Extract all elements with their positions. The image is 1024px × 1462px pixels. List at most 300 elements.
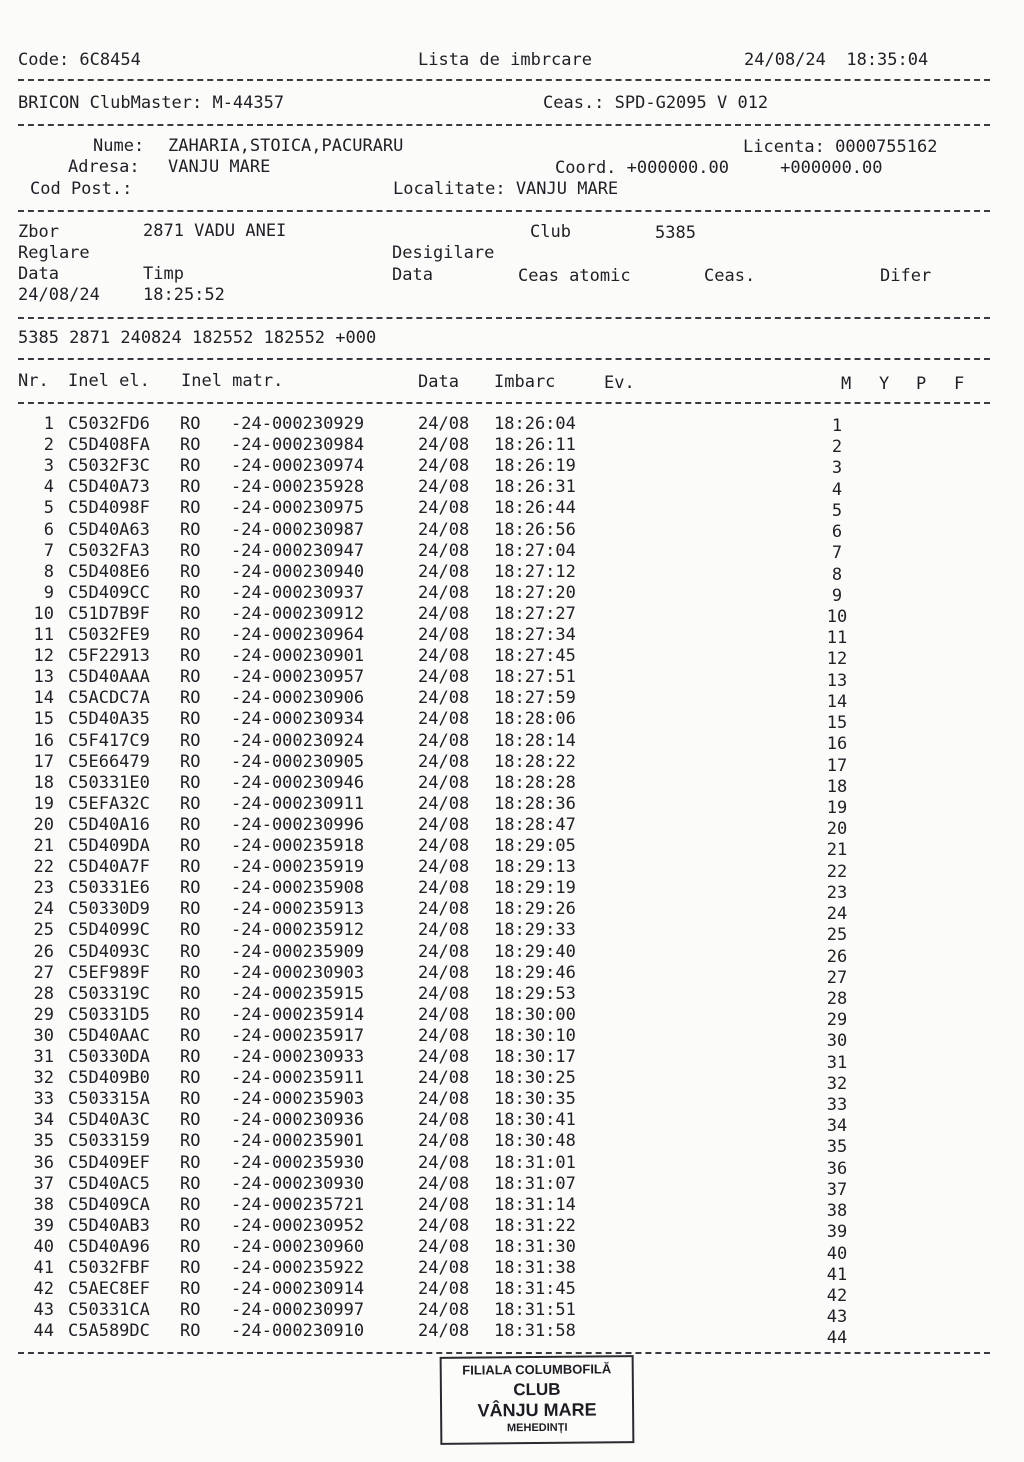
electronic-ring: C5D40AC5 [68, 1173, 150, 1194]
owner-name: ZAHARIA,STOICA,PACURARU [168, 136, 404, 156]
row-number: 18 [33, 772, 54, 793]
row-number: 40 [33, 1236, 54, 1257]
table-row [0, 498, 1024, 519]
basketing-time: 18:26:19 [494, 456, 576, 477]
registration-ring: -24-000230903 [231, 962, 365, 983]
table-row [0, 1025, 1024, 1052]
electronic-ring: C5032F3C [68, 456, 150, 477]
basketing-time: 18:30:10 [494, 1025, 576, 1046]
country-code: RO [180, 1131, 201, 1152]
basketing-time: 18:28:06 [494, 709, 576, 730]
basketing-date: 24/08 [418, 857, 470, 878]
row-number: 39 [33, 1215, 54, 1236]
stamp-line-2: CLUB [513, 1379, 561, 1400]
basketing-time: 18:27:20 [494, 582, 576, 603]
basketing-time: 18:27:04 [494, 540, 576, 561]
m-position: 36 [826, 1158, 848, 1179]
country-code: RO [180, 1110, 201, 1131]
country-code: RO [180, 540, 201, 561]
country-code: RO [180, 983, 201, 1004]
basketing-time: 18:29:33 [494, 920, 576, 941]
country-code: RO [180, 688, 201, 709]
row-number: 3 [43, 456, 54, 477]
registration-ring: -24-000235930 [231, 1152, 365, 1173]
document-code: Code: 6C8454 [18, 50, 141, 70]
registration-ring: -24-000235919 [231, 857, 365, 878]
flight-summary-line: 5385 2871 240824 182552 182552 +000 [18, 328, 377, 348]
col-registration-ring: Inel matr. [181, 371, 284, 391]
unseal-label: Desigilare [392, 243, 495, 263]
row-number: 12 [33, 646, 54, 667]
basketing-date: 24/08 [418, 709, 470, 730]
m-position: 32 [826, 1073, 848, 1094]
basketing-time: 18:26:11 [494, 435, 576, 456]
m-position: 3 [831, 458, 843, 479]
registration-ring: -24-000235908 [231, 878, 365, 899]
basketing-date: 24/08 [418, 625, 470, 645]
electronic-ring: C50330D9 [68, 899, 150, 920]
electronic-ring: C5D408E6 [68, 561, 150, 582]
country-code: RO [180, 1068, 201, 1089]
country-code: RO [180, 646, 201, 667]
flight-name: 2871 VADU ANEI [143, 221, 287, 241]
divider [18, 210, 990, 212]
row-number: 36 [33, 1152, 54, 1173]
table-row [0, 604, 1024, 625]
divider [18, 317, 990, 319]
table-row [0, 730, 1024, 755]
m-position: 44 [826, 1328, 848, 1349]
row-number: 37 [33, 1173, 54, 1194]
registration-ring: -24-000230936 [231, 1110, 365, 1131]
m-position: 18 [826, 776, 848, 797]
country-code: RO [180, 920, 201, 941]
country-code: RO [180, 709, 201, 730]
country-code: RO [180, 772, 201, 793]
electronic-ring: C5F22913 [68, 646, 150, 667]
m-position: 11 [826, 628, 848, 649]
row-number: 10 [33, 603, 54, 624]
country-code: RO [180, 477, 201, 498]
country-code: RO [180, 1025, 201, 1046]
table-row [0, 899, 1024, 925]
country-code: RO [180, 603, 201, 624]
country-code: RO [180, 1173, 201, 1194]
country-code: RO [180, 962, 201, 983]
table-row [0, 1047, 1024, 1073]
m-position: 4 [831, 479, 843, 500]
registration-ring: -24-000235917 [231, 1025, 365, 1046]
country-code: RO [180, 1236, 201, 1257]
m-position: 16 [826, 734, 848, 755]
registration-ring: -24-000230901 [231, 646, 365, 667]
basketing-time: 18:27:45 [494, 646, 576, 667]
basketing-time: 18:26:31 [494, 477, 576, 498]
row-number: 29 [33, 1004, 54, 1025]
m-position: 39 [826, 1222, 848, 1243]
table-row [0, 1131, 1024, 1158]
divider [18, 358, 990, 360]
registration-ring: -24-000230997 [231, 1300, 365, 1321]
basketing-time: 18:31:30 [494, 1236, 576, 1257]
m-position: 7 [831, 543, 843, 564]
row-number: 31 [33, 1047, 54, 1067]
m-position: 22 [826, 861, 848, 882]
table-row [0, 646, 1024, 670]
basketing-date: 24/08 [418, 498, 470, 519]
registration-ring: -24-000230940 [231, 561, 365, 582]
table-row [0, 414, 1024, 435]
electronic-ring: C5EFA32C [68, 793, 150, 814]
electronic-ring: C50331CA [68, 1300, 150, 1321]
registration-ring: -24-000230937 [231, 582, 365, 603]
basketing-time: 18:29:13 [494, 857, 576, 878]
setting-label: Reglare [18, 243, 90, 263]
registration-ring: -24-000230996 [231, 814, 365, 835]
locality: Localitate: VANJU MARE [393, 179, 619, 199]
registration-ring: -24-000230984 [231, 435, 365, 456]
country-code: RO [180, 1258, 201, 1278]
basketing-time: 18:27:59 [494, 688, 576, 709]
basketing-date: 24/08 [418, 751, 470, 772]
m-position: 9 [831, 585, 843, 606]
registration-ring: -24-000230957 [231, 667, 365, 688]
row-number: 25 [33, 920, 54, 941]
electronic-ring: C50330DA [68, 1047, 150, 1067]
country-code: RO [180, 836, 201, 856]
table-row [0, 583, 1024, 604]
atomic-clock-label: Ceas atomic [518, 266, 631, 286]
row-number: 42 [33, 1279, 54, 1300]
country-code: RO [180, 730, 201, 751]
divider [18, 79, 990, 81]
basketing-time: 18:31:07 [494, 1173, 576, 1194]
table-row [0, 625, 1024, 649]
basketing-time: 18:30:25 [494, 1068, 576, 1089]
basketing-time: 18:28:28 [494, 772, 576, 793]
country-code: RO [180, 1004, 201, 1025]
clubmaster-id: BRICON ClubMaster: M-44357 [18, 93, 285, 113]
electronic-ring: C5D40A63 [68, 519, 150, 540]
basketing-time: 18:28:36 [494, 793, 576, 814]
country-code: RO [180, 498, 201, 519]
country-code: RO [180, 899, 201, 920]
basketing-time: 18:30:17 [494, 1047, 576, 1067]
table-row [0, 793, 1024, 818]
m-position: 23 [826, 882, 848, 903]
basketing-date: 24/08 [418, 1173, 470, 1194]
basketing-time: 18:30:00 [494, 1004, 576, 1025]
table-row [0, 1236, 1024, 1264]
basketing-date: 24/08 [418, 920, 470, 941]
table-row [0, 920, 1024, 946]
table-row [0, 435, 1024, 456]
registration-ring: -24-000235912 [231, 920, 365, 941]
basketing-date: 24/08 [418, 1089, 470, 1110]
registration-ring: -24-000235913 [231, 899, 365, 920]
country-code: RO [180, 793, 201, 814]
basketing-date: 24/08 [418, 1068, 470, 1089]
registration-ring: -24-000230934 [231, 709, 365, 730]
registration-ring: -24-000230914 [231, 1279, 365, 1300]
basketing-date: 24/08 [418, 730, 470, 751]
row-number: 38 [33, 1194, 54, 1215]
basketing-time: 18:26:56 [494, 519, 576, 540]
row-number: 28 [33, 983, 54, 1004]
registration-ring: -24-000230974 [231, 456, 365, 477]
basketing-date: 24/08 [418, 962, 470, 983]
row-number: 22 [33, 857, 54, 878]
electronic-ring: C5D40AAA [68, 667, 150, 688]
basketing-time: 18:28:47 [494, 814, 576, 835]
clock-id: Ceas.: SPD-G2095 V 012 [543, 93, 769, 113]
stamp-line-4: MEHEDINȚI [506, 1421, 568, 1435]
basketing-date: 24/08 [418, 667, 470, 688]
club-number: 5385 [655, 223, 696, 243]
basketing-date: 24/08 [418, 1194, 470, 1215]
basketing-time: 18:31:22 [494, 1215, 576, 1236]
basketing-time: 18:31:45 [494, 1279, 576, 1300]
table-row [0, 477, 1024, 498]
basketing-date: 24/08 [418, 1279, 470, 1300]
basketing-time: 18:26:04 [494, 414, 576, 434]
m-position: 40 [826, 1243, 848, 1264]
electronic-ring: C5032FE9 [68, 625, 150, 645]
row-number: 15 [33, 709, 54, 730]
divider [18, 402, 990, 404]
basketing-date: 24/08 [418, 1215, 470, 1236]
m-position: 30 [826, 1031, 848, 1052]
row-number: 21 [33, 836, 54, 856]
table-row [0, 941, 1024, 967]
difference-label: Difer [880, 266, 932, 286]
table-row [0, 1173, 1024, 1200]
print-datetime: 24/08/24 18:35:04 [744, 50, 929, 70]
basketing-date: 24/08 [418, 1047, 470, 1067]
electronic-ring: C5E66479 [68, 751, 150, 772]
row-number: 17 [33, 751, 54, 772]
basketing-date: 24/08 [418, 456, 470, 477]
electronic-ring: C51D7B9F [68, 603, 150, 624]
electronic-ring: C5D40AAC [68, 1025, 150, 1046]
registration-ring: -24-000230911 [231, 793, 365, 814]
country-code: RO [180, 1321, 201, 1342]
registration-ring: -24-000230947 [231, 540, 365, 561]
electronic-ring: C50331D5 [68, 1004, 150, 1025]
electronic-ring: C503319C [68, 983, 150, 1004]
basketing-time: 18:27:34 [494, 625, 576, 645]
row-number: 27 [33, 962, 54, 983]
table-row [0, 1089, 1024, 1116]
basketing-time: 18:31:14 [494, 1194, 576, 1215]
m-position: 13 [826, 670, 848, 691]
col-basketing: Imbarc [494, 372, 556, 392]
basketing-date: 24/08 [418, 941, 470, 962]
row-number: 34 [33, 1110, 54, 1131]
m-position: 27 [826, 967, 848, 988]
electronic-ring: C503315A [68, 1089, 150, 1110]
table-row [0, 1300, 1024, 1328]
country-code: RO [180, 519, 201, 540]
unseal-date-label: Data [392, 265, 433, 285]
registration-ring: -24-000230952 [231, 1215, 365, 1236]
table-row [0, 1068, 1024, 1094]
basketing-date: 24/08 [418, 878, 470, 899]
row-number: 13 [33, 667, 54, 688]
registration-ring: -24-000235903 [231, 1089, 365, 1110]
electronic-ring: C5032FD6 [68, 414, 150, 434]
basketing-time: 18:31:38 [494, 1258, 576, 1278]
row-number: 33 [33, 1089, 54, 1110]
electronic-ring: C5D40A35 [68, 709, 150, 730]
basketing-date: 24/08 [418, 477, 470, 498]
basketing-time: 18:31:58 [494, 1321, 576, 1342]
table-row [0, 1110, 1024, 1137]
electronic-ring: C5D409CC [68, 582, 150, 603]
m-position: 14 [826, 691, 848, 712]
stamp-line-1: FILIALA COLUMBOFILĂ [462, 1361, 612, 1378]
row-number: 5 [43, 498, 54, 519]
registration-ring: -24-000235922 [231, 1258, 365, 1278]
row-number: 44 [33, 1321, 54, 1342]
m-position: 20 [826, 819, 848, 840]
basketing-date: 24/08 [418, 983, 470, 1004]
registration-ring: -24-000235721 [231, 1194, 365, 1215]
basketing-time: 18:29:05 [494, 836, 576, 856]
owner-name-label: Nume: [93, 136, 145, 156]
setting-date: 24/08/24 [18, 285, 100, 305]
row-number: 41 [33, 1258, 54, 1278]
electronic-ring: C5D409DA [68, 836, 150, 856]
electronic-ring: C5D408FA [68, 435, 150, 456]
country-code: RO [180, 751, 201, 772]
basketing-date: 24/08 [418, 814, 470, 835]
country-code: RO [180, 456, 201, 477]
m-position: 26 [826, 946, 848, 967]
basketing-date: 24/08 [418, 540, 470, 561]
registration-ring: -24-000235928 [231, 477, 365, 498]
electronic-ring: C5AEC8EF [68, 1279, 150, 1300]
electronic-ring: C5F417C9 [68, 730, 150, 751]
basketing-date: 24/08 [418, 1131, 470, 1152]
registration-ring: -24-000230905 [231, 751, 365, 772]
basketing-date: 24/08 [418, 1152, 470, 1173]
electronic-ring: C5D4093C [68, 941, 150, 962]
m-position: 28 [826, 988, 848, 1009]
row-number: 14 [33, 688, 54, 709]
table-row [0, 1152, 1024, 1179]
country-code: RO [180, 1152, 201, 1173]
basketing-date: 24/08 [418, 688, 470, 709]
country-code: RO [180, 1194, 201, 1215]
table-row [0, 1194, 1024, 1222]
basketing-time: 18:29:53 [494, 983, 576, 1004]
basketing-time: 18:29:46 [494, 962, 576, 983]
date-label: Data [18, 264, 59, 284]
electronic-ring: C5D4099C [68, 920, 150, 941]
row-number: 6 [43, 519, 54, 540]
basketing-date: 24/08 [418, 772, 470, 793]
electronic-ring: C5EF989F [68, 962, 150, 983]
basketing-time: 18:28:22 [494, 751, 576, 772]
row-number: 16 [33, 730, 54, 751]
country-code: RO [180, 1089, 201, 1110]
setting-time: 18:25:52 [143, 285, 225, 305]
basketing-date: 24/08 [418, 1321, 470, 1342]
basketing-date: 24/08 [418, 435, 470, 456]
country-code: RO [180, 667, 201, 688]
m-position: 1 [831, 416, 843, 436]
basketing-date: 24/08 [418, 1300, 470, 1321]
basketing-time: 18:29:26 [494, 899, 576, 920]
m-position: 37 [826, 1179, 848, 1200]
electronic-ring: C5ACDC7A [68, 688, 150, 709]
m-position: 17 [826, 755, 848, 776]
m-position: 43 [826, 1307, 848, 1328]
col-y: Y [879, 374, 890, 394]
electronic-ring: C50331E6 [68, 878, 150, 899]
registration-ring: -24-000235909 [231, 941, 365, 962]
row-number: 26 [33, 941, 54, 962]
row-number: 1 [43, 414, 54, 434]
basketing-time: 18:31:01 [494, 1152, 576, 1173]
table-row [0, 1279, 1024, 1306]
electronic-ring: C5D40AB3 [68, 1215, 150, 1236]
electronic-ring: C5033159 [68, 1131, 150, 1152]
electronic-ring: C5D409CA [68, 1194, 150, 1215]
basketing-date: 24/08 [418, 646, 470, 667]
m-position: 24 [826, 904, 848, 925]
row-number: 4 [43, 477, 54, 498]
country-code: RO [180, 1047, 201, 1067]
basketing-time: 18:30:48 [494, 1131, 576, 1152]
electronic-ring: C5032FA3 [68, 540, 150, 561]
table-row [0, 456, 1024, 477]
col-date: Data [418, 372, 459, 392]
m-position: 34 [826, 1116, 848, 1137]
basketing-time: 18:28:14 [494, 730, 576, 751]
table-row [0, 983, 1024, 1009]
basketing-date: 24/08 [418, 414, 470, 434]
col-f: F [954, 374, 965, 394]
registration-ring: -24-000235914 [231, 1004, 365, 1025]
divider [18, 124, 990, 126]
table-row [0, 878, 1024, 903]
country-code: RO [180, 1279, 201, 1300]
registration-ring: -24-000230910 [231, 1321, 365, 1342]
country-code: RO [180, 941, 201, 962]
electronic-ring: C5D40A96 [68, 1236, 150, 1257]
table-row [0, 667, 1024, 691]
postal-code-label: Cod Post.: [30, 179, 133, 199]
electronic-ring: C5032FBF [68, 1258, 150, 1278]
registration-ring: -24-000235915 [231, 983, 365, 1004]
electronic-ring: C5D40A7F [68, 857, 150, 878]
m-position: 2 [831, 437, 843, 458]
table-row [0, 1258, 1024, 1285]
col-p: P [916, 374, 927, 394]
m-position: 31 [826, 1052, 848, 1073]
registration-ring: -24-000230929 [231, 414, 365, 434]
registration-ring: -24-000235911 [231, 1068, 365, 1089]
col-m: M [841, 374, 852, 394]
col-electronic-ring: Inel el. [68, 371, 150, 391]
electronic-ring: C5A589DC [68, 1321, 150, 1342]
m-position: 10 [826, 606, 848, 627]
electronic-ring: C50331E0 [68, 772, 150, 793]
divider [18, 1352, 990, 1354]
registration-ring: -24-000230946 [231, 772, 365, 793]
